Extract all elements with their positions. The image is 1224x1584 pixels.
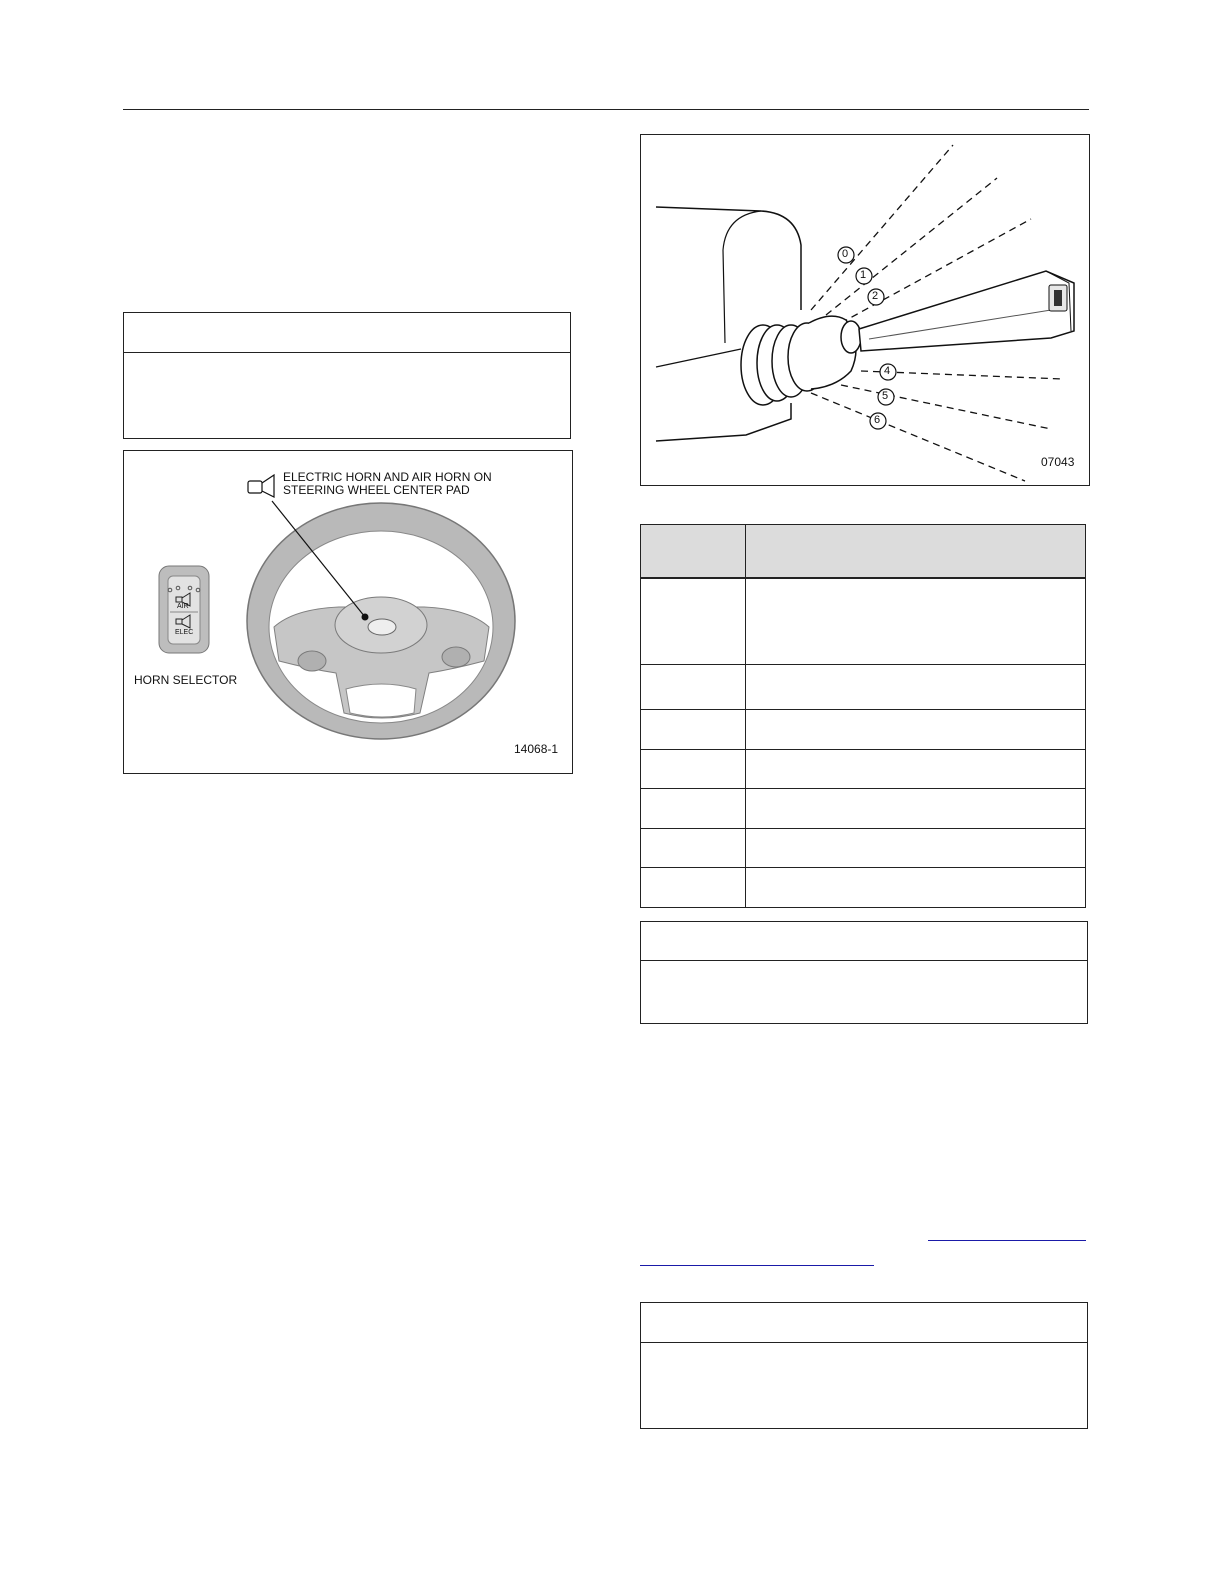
table-header-cell	[746, 525, 1086, 579]
table-cell	[746, 664, 1086, 709]
table-header-cell	[641, 525, 746, 579]
table-cell	[641, 749, 746, 788]
table-row	[641, 664, 1086, 709]
table-cell	[746, 867, 1086, 907]
note-box-left	[123, 312, 571, 439]
lever-positions-table	[640, 524, 1086, 908]
switch-label-elec: ELEC	[175, 629, 194, 636]
note-box-right-2	[640, 1302, 1088, 1429]
table-cell	[746, 578, 1086, 664]
table-cell	[746, 828, 1086, 867]
table-cell	[641, 709, 746, 749]
table-header-row	[641, 525, 1086, 579]
steering-wheel-illustration	[124, 451, 572, 773]
horn-callout-line-2: STEERING WHEEL CENTER PAD	[283, 483, 470, 497]
table-row	[641, 749, 1086, 788]
cross-reference-link-continued[interactable]	[640, 1265, 874, 1266]
table-cell	[746, 749, 1086, 788]
table-row	[641, 867, 1086, 907]
horn-icon	[248, 475, 274, 497]
cross-reference-link[interactable]	[928, 1240, 1086, 1241]
position-label-6: 6	[874, 414, 881, 426]
switch-label-air: AIR	[177, 603, 189, 610]
horn-figure	[123, 450, 573, 774]
table-cell	[746, 788, 1086, 828]
table-cell	[641, 788, 746, 828]
position-label-5: 5	[882, 390, 889, 402]
table-cell	[641, 828, 746, 867]
position-label-2: 2	[872, 290, 879, 302]
table-cell	[641, 664, 746, 709]
note-box-right-1	[640, 921, 1088, 1024]
position-label-4: 4	[884, 365, 891, 377]
horn-callout-line-1: ELECTRIC HORN AND AIR HORN ON	[283, 470, 492, 484]
position-label-0: 0	[842, 248, 849, 260]
table-row	[641, 709, 1086, 749]
table-cell	[641, 578, 746, 664]
position-label-1: 1	[860, 269, 867, 281]
table-row	[641, 828, 1086, 867]
turn-signal-lever-illustration	[641, 135, 1089, 485]
header-rule	[123, 109, 1089, 110]
note-box-right-2-header	[641, 1303, 1087, 1343]
table-cell	[746, 709, 1086, 749]
horn-selector-label: HORN SELECTOR	[134, 673, 238, 687]
lever-figure	[640, 134, 1090, 486]
lever-figure-id: 07043	[1041, 455, 1075, 469]
table-row	[641, 788, 1086, 828]
horn-figure-id: 14068-1	[514, 742, 559, 756]
note-box-right-1-header	[641, 922, 1087, 961]
note-box-left-header	[124, 313, 570, 353]
table-cell	[641, 867, 746, 907]
table-row	[641, 578, 1086, 664]
